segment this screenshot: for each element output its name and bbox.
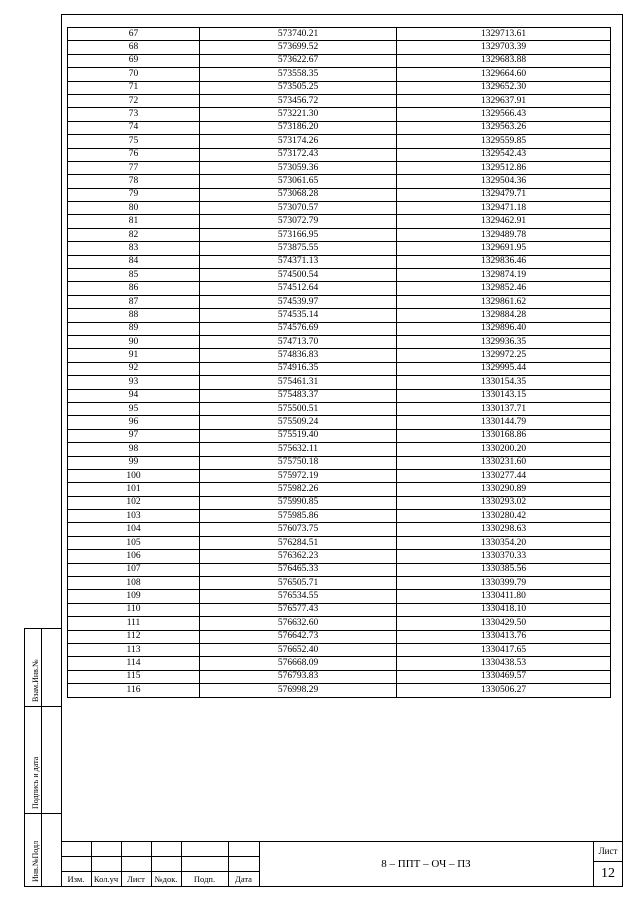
x-coordinate-cell: 573174.26 <box>200 135 397 148</box>
point-number-cell: 70 <box>68 68 200 81</box>
y-coordinate-cell: 1330413.76 <box>397 630 611 643</box>
point-number-cell: 100 <box>68 469 200 482</box>
col-ndok-label: №док. <box>154 874 178 884</box>
table-row <box>68 630 611 643</box>
table-row <box>68 483 611 496</box>
table-row <box>68 188 611 201</box>
table-row <box>68 309 611 322</box>
table-row <box>68 81 611 94</box>
x-coordinate-cell: 573456.72 <box>200 94 397 107</box>
table-row <box>68 536 611 549</box>
point-number-cell: 88 <box>68 309 200 322</box>
col-list-label: Лист <box>127 874 145 884</box>
table-row <box>68 322 611 335</box>
side-stamp <box>24 628 61 887</box>
y-coordinate-cell: 1330298.63 <box>397 523 611 536</box>
x-coordinate-cell: 576465.33 <box>200 563 397 576</box>
point-number-cell: 68 <box>68 41 200 54</box>
y-coordinate-cell: 1330154.35 <box>397 376 611 389</box>
x-coordinate-cell: 573558.35 <box>200 68 397 81</box>
table-row <box>68 577 611 590</box>
y-coordinate-cell: 1329836.46 <box>397 255 611 268</box>
sheet-label: Лист <box>598 846 618 856</box>
table-row <box>68 376 611 389</box>
table-row <box>68 456 611 469</box>
point-number-cell: 81 <box>68 215 200 228</box>
y-coordinate-cell: 1330370.33 <box>397 550 611 563</box>
y-coordinate-cell: 1329703.39 <box>397 41 611 54</box>
x-coordinate-cell: 575500.51 <box>200 402 397 415</box>
y-coordinate-cell: 1329874.19 <box>397 269 611 282</box>
table-row <box>68 135 611 148</box>
point-number-cell: 71 <box>68 81 200 94</box>
y-coordinate-cell: 1330137.71 <box>397 402 611 415</box>
point-number-cell: 106 <box>68 550 200 563</box>
table-row <box>68 362 611 375</box>
x-coordinate-cell: 576793.83 <box>200 670 397 683</box>
table-row <box>68 603 611 616</box>
point-number-cell: 83 <box>68 242 200 255</box>
x-coordinate-cell: 576534.55 <box>200 590 397 603</box>
x-coordinate-cell: 573068.28 <box>200 188 397 201</box>
col-podp-label: Подп. <box>193 874 216 884</box>
point-number-cell: 94 <box>68 389 200 402</box>
x-coordinate-cell: 573166.95 <box>200 228 397 241</box>
y-coordinate-cell: 1330469.57 <box>397 670 611 683</box>
y-coordinate-cell: 1330385.56 <box>397 563 611 576</box>
x-coordinate-cell: 573740.21 <box>200 28 397 41</box>
x-coordinate-cell: 574500.54 <box>200 269 397 282</box>
y-coordinate-cell: 1330144.79 <box>397 416 611 429</box>
point-number-cell: 97 <box>68 429 200 442</box>
x-coordinate-cell: 574713.70 <box>200 335 397 348</box>
table-row <box>68 469 611 482</box>
point-number-cell: 112 <box>68 630 200 643</box>
table-row <box>68 416 611 429</box>
table-row <box>68 255 611 268</box>
table-row <box>68 349 611 362</box>
point-number-cell: 104 <box>68 523 200 536</box>
x-coordinate-cell: 575509.24 <box>200 416 397 429</box>
x-coordinate-cell: 574916.35 <box>200 362 397 375</box>
table-row <box>68 429 611 442</box>
y-coordinate-cell: 1329504.36 <box>397 175 611 188</box>
table-row <box>68 617 611 630</box>
y-coordinate-cell: 1329683.88 <box>397 54 611 67</box>
x-coordinate-cell: 575750.18 <box>200 456 397 469</box>
x-coordinate-cell: 573061.65 <box>200 175 397 188</box>
y-coordinate-cell: 1329861.62 <box>397 295 611 308</box>
y-coordinate-cell: 1330290.89 <box>397 483 611 496</box>
x-coordinate-cell: 576577.43 <box>200 603 397 616</box>
sheet-number: 12 <box>601 866 615 881</box>
x-coordinate-cell: 575461.31 <box>200 376 397 389</box>
y-coordinate-cell: 1329664.60 <box>397 68 611 81</box>
table-row <box>68 402 611 415</box>
x-coordinate-cell: 573505.25 <box>200 81 397 94</box>
y-coordinate-cell: 1329995.44 <box>397 362 611 375</box>
y-coordinate-cell: 1330506.27 <box>397 684 611 697</box>
x-coordinate-cell: 576362.23 <box>200 550 397 563</box>
y-coordinate-cell: 1329896.40 <box>397 322 611 335</box>
table-row <box>68 161 611 174</box>
x-coordinate-cell: 576642.73 <box>200 630 397 643</box>
table-row <box>68 94 611 107</box>
table-row <box>68 202 611 215</box>
table-row <box>68 148 611 161</box>
y-coordinate-cell: 1329462.91 <box>397 215 611 228</box>
table-row <box>68 41 611 54</box>
table-row <box>68 670 611 683</box>
point-number-cell: 86 <box>68 282 200 295</box>
table-row <box>68 108 611 121</box>
x-coordinate-cell: 574576.69 <box>200 322 397 335</box>
y-coordinate-cell: 1329471.18 <box>397 202 611 215</box>
y-coordinate-cell: 1329936.35 <box>397 335 611 348</box>
point-number-cell: 95 <box>68 402 200 415</box>
point-number-cell: 87 <box>68 295 200 308</box>
point-number-cell: 116 <box>68 684 200 697</box>
x-coordinate-cell: 574535.14 <box>200 309 397 322</box>
y-coordinate-cell: 1330200.20 <box>397 443 611 456</box>
table-row <box>68 389 611 402</box>
point-number-cell: 72 <box>68 94 200 107</box>
point-number-cell: 85 <box>68 269 200 282</box>
table-row <box>68 295 611 308</box>
y-coordinate-cell: 1329652.30 <box>397 81 611 94</box>
title-block <box>61 841 623 887</box>
y-coordinate-cell: 1330143.15 <box>397 389 611 402</box>
point-number-cell: 111 <box>68 617 200 630</box>
col-data-label: Дата <box>235 874 252 884</box>
x-coordinate-cell: 576073.75 <box>200 523 397 536</box>
point-number-cell: 107 <box>68 563 200 576</box>
table-row <box>68 684 611 697</box>
point-number-cell: 69 <box>68 54 200 67</box>
point-number-cell: 101 <box>68 483 200 496</box>
y-coordinate-cell: 1329852.46 <box>397 282 611 295</box>
point-number-cell: 110 <box>68 603 200 616</box>
stamp-inv-zam-label: Взам.Инв.№ <box>31 659 40 702</box>
table-row <box>68 590 611 603</box>
document-code: 8 – ППТ – ОЧ – ПЗ <box>381 858 471 870</box>
x-coordinate-cell: 575483.37 <box>200 389 397 402</box>
x-coordinate-cell: 574512.64 <box>200 282 397 295</box>
table-row <box>68 335 611 348</box>
x-coordinate-cell: 576632.60 <box>200 617 397 630</box>
x-coordinate-cell: 576998.29 <box>200 684 397 697</box>
y-coordinate-cell: 1330354.20 <box>397 536 611 549</box>
x-coordinate-cell: 576505.71 <box>200 577 397 590</box>
x-coordinate-cell: 573070.57 <box>200 202 397 215</box>
y-coordinate-cell: 1329566.43 <box>397 108 611 121</box>
table-row <box>68 657 611 670</box>
point-number-cell: 115 <box>68 670 200 683</box>
point-number-cell: 73 <box>68 108 200 121</box>
y-coordinate-cell: 1330417.65 <box>397 643 611 656</box>
point-number-cell: 105 <box>68 536 200 549</box>
point-number-cell: 82 <box>68 228 200 241</box>
y-coordinate-cell: 1329512.86 <box>397 161 611 174</box>
table-row <box>68 282 611 295</box>
table-row <box>68 643 611 656</box>
stamp-signature-date <box>25 707 61 814</box>
coordinates-table <box>67 27 611 698</box>
point-number-cell: 99 <box>68 456 200 469</box>
table-row <box>68 563 611 576</box>
table-row <box>68 242 611 255</box>
col-izm-label: Изм. <box>67 874 85 884</box>
point-number-cell: 90 <box>68 335 200 348</box>
x-coordinate-cell: 573875.55 <box>200 242 397 255</box>
x-coordinate-cell: 574539.97 <box>200 295 397 308</box>
x-coordinate-cell: 575985.86 <box>200 510 397 523</box>
table-row <box>68 215 611 228</box>
y-coordinate-cell: 1329884.28 <box>397 309 611 322</box>
y-coordinate-cell: 1329691.95 <box>397 242 611 255</box>
point-number-cell: 78 <box>68 175 200 188</box>
x-coordinate-cell: 575632.11 <box>200 443 397 456</box>
x-coordinate-cell: 575972.19 <box>200 469 397 482</box>
y-coordinate-cell: 1329489.78 <box>397 228 611 241</box>
stamp-inv-podl-label: Инв.№Подл <box>31 840 40 882</box>
y-coordinate-cell: 1329563.26 <box>397 121 611 134</box>
x-coordinate-cell: 576652.40 <box>200 643 397 656</box>
stamp-inv-podl <box>25 814 61 886</box>
y-coordinate-cell: 1330438.53 <box>397 657 611 670</box>
y-coordinate-cell: 1329559.85 <box>397 135 611 148</box>
y-coordinate-cell: 1330293.02 <box>397 496 611 509</box>
point-number-cell: 76 <box>68 148 200 161</box>
table-row <box>68 523 611 536</box>
y-coordinate-cell: 1330277.44 <box>397 469 611 482</box>
x-coordinate-cell: 573622.67 <box>200 54 397 67</box>
y-coordinate-cell: 1330280.42 <box>397 510 611 523</box>
point-number-cell: 114 <box>68 657 200 670</box>
y-coordinate-cell: 1329972.25 <box>397 349 611 362</box>
x-coordinate-cell: 575982.26 <box>200 483 397 496</box>
x-coordinate-cell: 576668.09 <box>200 657 397 670</box>
x-coordinate-cell: 575990.85 <box>200 496 397 509</box>
point-number-cell: 75 <box>68 135 200 148</box>
point-number-cell: 84 <box>68 255 200 268</box>
table-row <box>68 269 611 282</box>
y-coordinate-cell: 1330168.86 <box>397 429 611 442</box>
x-coordinate-cell: 573221.30 <box>200 108 397 121</box>
x-coordinate-cell: 573699.52 <box>200 41 397 54</box>
point-number-cell: 96 <box>68 416 200 429</box>
point-number-cell: 91 <box>68 349 200 362</box>
x-coordinate-cell: 574371.13 <box>200 255 397 268</box>
stamp-inv-zam <box>25 629 61 707</box>
point-number-cell: 89 <box>68 322 200 335</box>
y-coordinate-cell: 1330429.50 <box>397 617 611 630</box>
table-row <box>68 121 611 134</box>
point-number-cell: 108 <box>68 577 200 590</box>
table-row <box>68 510 611 523</box>
table-row <box>68 496 611 509</box>
y-coordinate-cell: 1330411.80 <box>397 590 611 603</box>
y-coordinate-cell: 1330399.79 <box>397 577 611 590</box>
x-coordinate-cell: 573072.79 <box>200 215 397 228</box>
y-coordinate-cell: 1330231.60 <box>397 456 611 469</box>
table-row <box>68 28 611 41</box>
x-coordinate-cell: 573059.36 <box>200 161 397 174</box>
x-coordinate-cell: 573186.20 <box>200 121 397 134</box>
y-coordinate-cell: 1329637.91 <box>397 94 611 107</box>
x-coordinate-cell: 574836.83 <box>200 349 397 362</box>
table-row <box>68 228 611 241</box>
table-row <box>68 54 611 67</box>
point-number-cell: 113 <box>68 643 200 656</box>
table-row <box>68 443 611 456</box>
point-number-cell: 77 <box>68 161 200 174</box>
y-coordinate-cell: 1329542.43 <box>397 148 611 161</box>
stamp-signature-date-label: Подпись и дата <box>31 756 40 809</box>
point-number-cell: 74 <box>68 121 200 134</box>
x-coordinate-cell: 575519.40 <box>200 429 397 442</box>
y-coordinate-cell: 1329713.61 <box>397 28 611 41</box>
point-number-cell: 102 <box>68 496 200 509</box>
table-row <box>68 175 611 188</box>
table-row <box>68 68 611 81</box>
y-coordinate-cell: 1329479.71 <box>397 188 611 201</box>
table-row <box>68 550 611 563</box>
point-number-cell: 109 <box>68 590 200 603</box>
point-number-cell: 103 <box>68 510 200 523</box>
point-number-cell: 92 <box>68 362 200 375</box>
point-number-cell: 98 <box>68 443 200 456</box>
x-coordinate-cell: 573172.43 <box>200 148 397 161</box>
col-kol-label: Кол.уч <box>93 874 119 884</box>
point-number-cell: 79 <box>68 188 200 201</box>
point-number-cell: 93 <box>68 376 200 389</box>
x-coordinate-cell: 576284.51 <box>200 536 397 549</box>
point-number-cell: 80 <box>68 202 200 215</box>
y-coordinate-cell: 1330418.10 <box>397 603 611 616</box>
point-number-cell: 67 <box>68 28 200 41</box>
